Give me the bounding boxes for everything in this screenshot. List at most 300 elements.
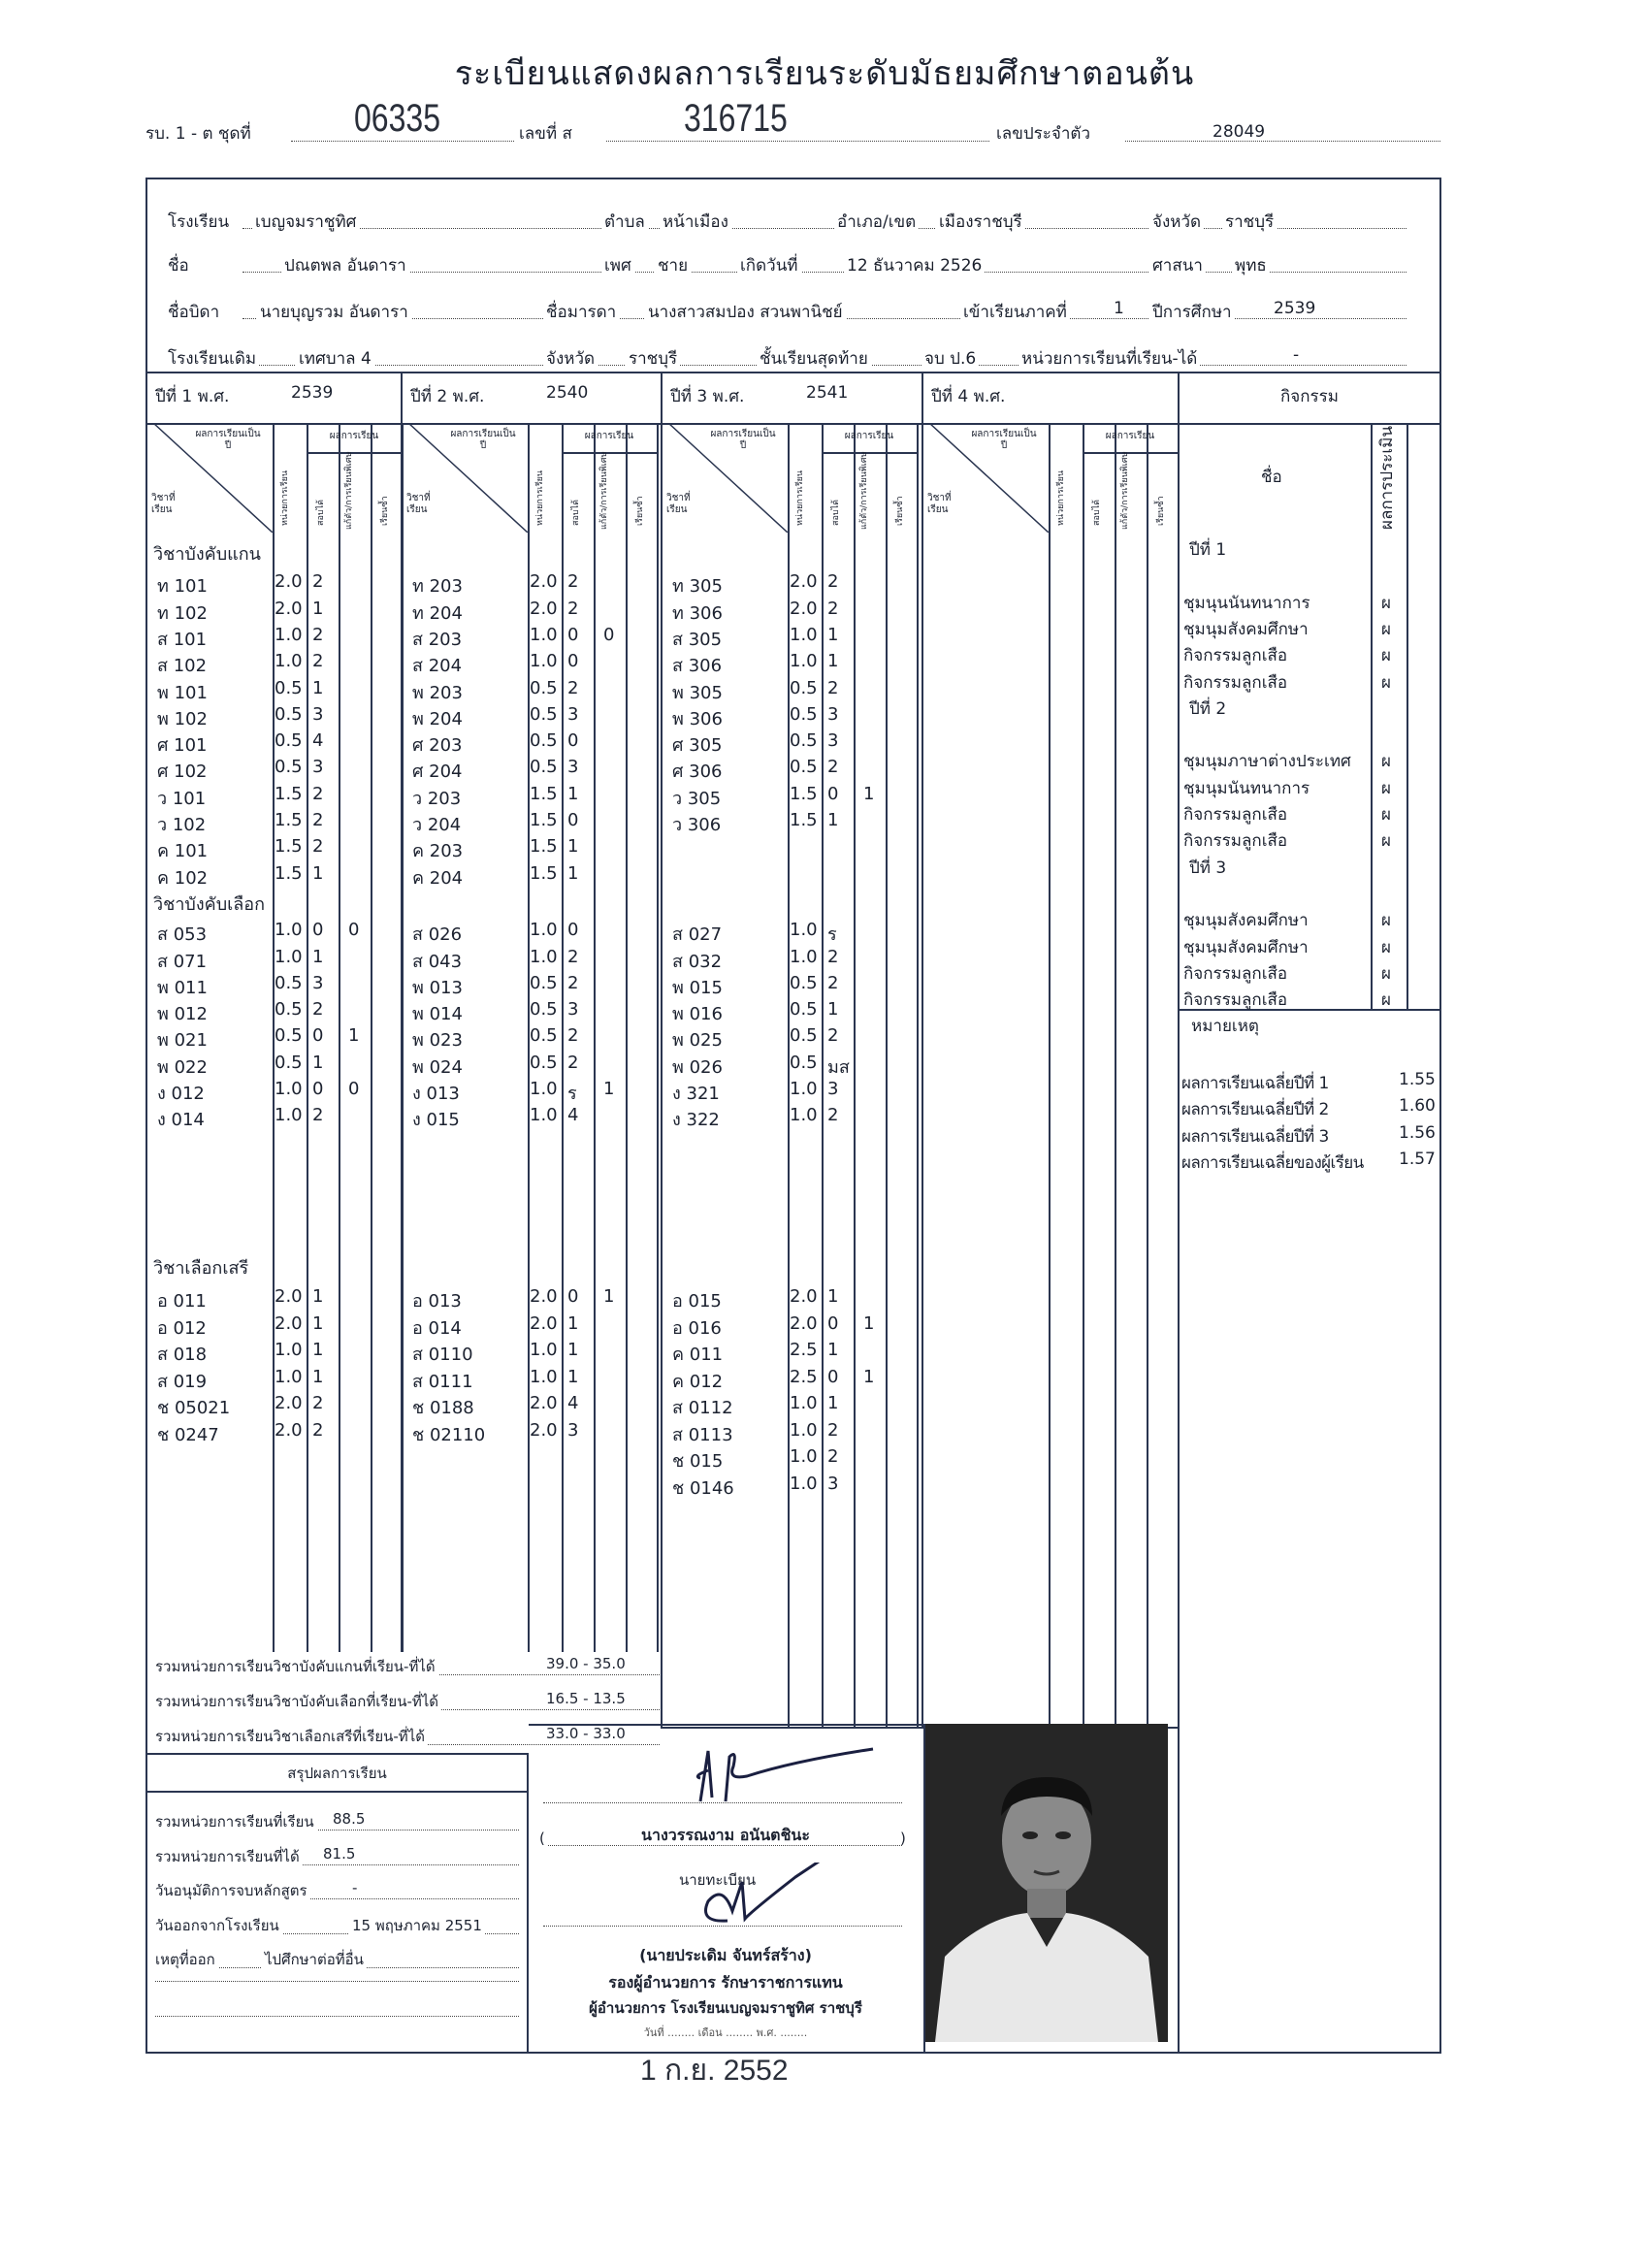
activity-result: ผ (1381, 672, 1391, 693)
summary-label: วันออกจากโรงเรียน (155, 1914, 282, 1937)
subject-code: ส 032 (672, 951, 723, 972)
dotted-line (543, 1802, 902, 1803)
info-sex-label: เพศ (601, 252, 634, 278)
director-name: (นายประเดิม จันทร์สร้าง) (639, 1946, 812, 1964)
grade-value: 3 (827, 1079, 839, 1099)
table-row (146, 1367, 402, 1392)
grade-value: 1 (827, 1393, 839, 1413)
grid-line (1406, 423, 1408, 1009)
table-row (401, 625, 657, 650)
units-value: 1.0 (790, 651, 818, 672)
total-label: รวมหน่วยการเรียนวิชาบังคับแกนที่เรียน-ที่ได้ (155, 1655, 438, 1678)
info-province: ราชบุรี (1222, 209, 1277, 235)
table-row (401, 678, 657, 703)
grade-value: 3 (567, 703, 579, 725)
grade-value: 2 (567, 972, 579, 993)
grade-value: 4 (567, 1393, 579, 1413)
average-value: 1.56 (1399, 1122, 1436, 1143)
subject-code: อ 016 (672, 1317, 722, 1339)
subject-code: ท 305 (672, 576, 723, 598)
info-subdistrict-label: ตำบล (601, 209, 648, 235)
activity-result: ผ (1381, 937, 1391, 957)
grade-value: 2 (567, 1052, 579, 1073)
table-row (401, 836, 657, 861)
info-acad-year-label: ปีการศึกษา (1149, 299, 1235, 325)
grade-value: 3 (312, 757, 324, 778)
summary-title: สรุปผลการเรียน (287, 1765, 387, 1782)
subject-code: ส 019 (157, 1371, 208, 1392)
units-value: 0.5 (275, 703, 303, 725)
grade-value: 3 (567, 757, 579, 778)
units-value: 1.0 (275, 946, 303, 967)
table-row (146, 836, 402, 861)
subject-code: พ 012 (157, 1004, 208, 1025)
subject-code: ว 102 (157, 815, 207, 835)
summary-box (146, 1753, 529, 2054)
subject-code: พ 306 (672, 708, 723, 729)
grade-value: 3 (567, 999, 579, 1021)
info-prev-province: ราชบุรี (626, 345, 680, 372)
date-labels: วันที่ ........ เดือน ........ พ.ศ. ........ (643, 2026, 808, 2039)
units-value: 1.5 (790, 783, 818, 804)
retake-value: 0 (603, 624, 615, 645)
units-value: 1.0 (275, 1105, 303, 1126)
units-value: 2.0 (275, 598, 303, 619)
units-value: 1.0 (275, 1366, 303, 1387)
grid-line (1115, 423, 1116, 1727)
table-row (661, 730, 917, 756)
units-value: 0.5 (790, 703, 818, 725)
student-photo (925, 1724, 1168, 2042)
table-row (401, 757, 657, 782)
subject-code: ส 0113 (672, 1424, 733, 1445)
info-sex: ชาย (655, 252, 691, 278)
subject-code: ศ 203 (412, 735, 463, 757)
table-row (661, 625, 917, 650)
dotted-line (543, 1926, 902, 1927)
average-value: 1.60 (1399, 1096, 1436, 1117)
units-value: 1.0 (530, 1079, 558, 1099)
average-label: ผลการเรียนเฉลี่ยปีที่ 1 (1181, 1074, 1329, 1093)
serial-number: 316715 (684, 97, 788, 140)
grid-line (657, 423, 659, 1652)
activities-title: กิจกรรม (1279, 387, 1339, 406)
subject-code: ศ 101 (157, 735, 208, 757)
grade-value: 1 (827, 624, 839, 645)
units-value: 1.0 (790, 1393, 818, 1413)
dotted-line (548, 1845, 902, 1846)
subject-code: ส 0110 (412, 1345, 473, 1365)
subject-code: ท 101 (157, 576, 208, 598)
units-value: 1.0 (790, 1446, 818, 1467)
grid-line (1049, 423, 1051, 1727)
repeat-header: เรียนซ้ำ (635, 496, 645, 526)
activity-name: กิจกรรมลูกเสือ (1183, 672, 1288, 693)
info-district: เมืองราชบุรี (936, 209, 1025, 235)
units-value: 1.0 (790, 920, 818, 941)
info-name: ปณตพล อันดารา (281, 252, 409, 278)
grid-line (1083, 452, 1178, 454)
subject-code: อ 012 (157, 1317, 207, 1339)
info-prev-school-label: โรงเรียนเดิม (165, 345, 259, 372)
dotted-line (291, 141, 514, 142)
year-value: 2540 (546, 383, 589, 403)
subject-code: พ 204 (412, 708, 463, 729)
form-label: รบ. 1 - ต ชุดที่ (146, 124, 251, 144)
table-row (661, 1446, 917, 1472)
subject-code: พ 022 (157, 1056, 208, 1078)
units-value: 1.0 (790, 1419, 818, 1441)
units-value: 1.0 (275, 624, 303, 645)
units-value: 2.0 (790, 598, 818, 619)
units-value: 0.5 (275, 1025, 303, 1047)
grid-line (1147, 423, 1148, 1727)
units-value: 1.0 (530, 624, 558, 645)
table-row (661, 947, 917, 972)
units-value: 1.0 (275, 651, 303, 672)
units-value: 0.5 (275, 730, 303, 752)
grade-value: 2 (827, 598, 839, 619)
grade-value: 2 (312, 651, 324, 672)
units-value: 0.5 (790, 730, 818, 752)
table-row (661, 1393, 917, 1418)
info-school-label: โรงเรียน (165, 209, 232, 235)
table-row (661, 973, 917, 998)
activity-result: ผ (1381, 831, 1391, 852)
units-value: 2.5 (790, 1366, 818, 1387)
grade-value: 2 (312, 571, 324, 593)
grid-line (1371, 423, 1373, 1009)
summary-value: ไปศึกษาต่อที่อื่น (262, 1948, 367, 1971)
student-id: 28049 (1212, 122, 1266, 142)
units-header: หน่วยการเรียน (1056, 470, 1066, 526)
result-year-header: ผลการเรียนเป็นปี (710, 429, 776, 451)
subject-code: ศ 204 (412, 761, 463, 783)
table-row (146, 1340, 402, 1365)
units-value: 0.5 (275, 999, 303, 1021)
table-row (661, 1474, 917, 1499)
table-row (401, 1393, 657, 1418)
units-value: 1.0 (530, 651, 558, 672)
passed-header: สอบได้ (571, 500, 581, 526)
info-province-label: จังหวัด (1149, 209, 1204, 235)
table-row (146, 1420, 402, 1445)
results-header: ผลการเรียน (329, 431, 379, 441)
retake-value: 1 (603, 1286, 615, 1307)
table-row (661, 920, 917, 945)
subject-code: อ 014 (412, 1317, 462, 1339)
results-header: ผลการเรียน (584, 431, 634, 441)
grade-value: 1 (567, 1340, 579, 1360)
result-year-header: ผลการเรียนเป็นปี (450, 429, 516, 451)
info-subdistrict: หน้าเมือง (660, 209, 731, 235)
activity-name: กิจกรรมลูกเสือ (1183, 805, 1288, 825)
info-enter-label: เข้าเรียนภาคที่ (960, 299, 1070, 325)
subject-code: พ 102 (157, 708, 208, 729)
grade-value: 2 (312, 624, 324, 645)
summary-value: - (349, 1879, 360, 1896)
activity-result: ผ (1381, 990, 1391, 1011)
units-value: 2.0 (275, 1393, 303, 1413)
info-district-label: อำเภอ/เขต (834, 209, 919, 235)
table-row (146, 730, 402, 756)
units-value: 1.0 (530, 1105, 558, 1126)
units-value: 0.5 (790, 757, 818, 778)
section-elective: วิชาบังคับเลือก (153, 894, 266, 915)
units-value: 0.5 (275, 1052, 303, 1073)
grade-value: ร (567, 1084, 577, 1104)
grade-value: 1 (312, 946, 324, 967)
units-value: 2.0 (275, 1286, 303, 1307)
registrar-name: นางวรรณงาม อนันตชินะ (641, 1826, 810, 1844)
activity-result: ผ (1381, 593, 1391, 613)
units-value: 1.0 (275, 1340, 303, 1360)
repeat-header: เรียนซ้ำ (380, 496, 390, 526)
units-value: 2.0 (530, 1312, 558, 1334)
subject-code: ส 306 (672, 656, 723, 677)
grade-value: 3 (827, 703, 839, 725)
units-value: 1.5 (275, 783, 303, 804)
units-value: 0.5 (275, 677, 303, 698)
info-school: เบญจมราชูทิศ (252, 209, 359, 235)
subject-code: ค 204 (412, 867, 464, 889)
grade-value: 2 (827, 946, 839, 967)
year-label: ปีที่ 1 พ.ศ. (155, 387, 230, 406)
subject-code: ส 053 (157, 924, 208, 946)
table-row (661, 678, 917, 703)
grade-value: 2 (827, 677, 839, 698)
grade-value: 1 (312, 1340, 324, 1360)
activity-result: ผ (1381, 911, 1391, 931)
units-value: 1.0 (530, 946, 558, 967)
units-value: 1.0 (790, 1079, 818, 1099)
grade-value: 2 (312, 1393, 324, 1413)
year-label: ปีที่ 2 พ.ศ. (410, 387, 485, 406)
info-dob-label: เกิดวันที่ (737, 252, 801, 278)
grade-value: 3 (312, 972, 324, 993)
subject-code: ง 013 (412, 1084, 460, 1104)
grade-value: 1 (312, 1312, 324, 1334)
subject-code: ท 306 (672, 602, 723, 624)
year-value: 2541 (806, 383, 849, 403)
table-row (146, 1053, 402, 1078)
grade-value: 0 (567, 810, 579, 830)
table-row (401, 810, 657, 835)
table-row (401, 1420, 657, 1445)
section-core: วิชาบังคับแกน (153, 544, 261, 565)
dotted-line (1125, 141, 1440, 142)
director-title-2: ผู้อำนวยการ โรงเรียนเบญจมราชูทิศ ราชบุรี (589, 1999, 862, 2017)
grade-value: 2 (827, 1419, 839, 1441)
grade-value: 1 (567, 1312, 579, 1334)
grade-value: 1 (312, 598, 324, 619)
retake-header: แก้ตัว/การเรียนพิเศษ (1120, 451, 1130, 530)
info-prev-province-label: จังหวัด (543, 345, 598, 372)
grade-value: 2 (827, 1105, 839, 1126)
retake-header: แก้ตัว/การเรียนพิเศษ (599, 451, 609, 530)
table-row (146, 678, 402, 703)
table-row (401, 1025, 657, 1051)
subject-code: ส 043 (412, 951, 463, 972)
subject-code: พ 101 (157, 682, 208, 703)
grade-value: 1 (567, 836, 579, 858)
grade-value: 1 (312, 677, 324, 698)
section-free: วิชาเลือกเสรี (153, 1258, 249, 1279)
table-row (401, 704, 657, 729)
activity-name-header: ชื่อ (1261, 468, 1282, 487)
info-father: นายบุญรวม อันดารา (257, 299, 411, 325)
units-value: 2.0 (530, 1286, 558, 1307)
subject-code: ส 102 (157, 656, 208, 677)
table-row (146, 1393, 402, 1418)
units-header: หน่วยการเรียน (280, 470, 290, 526)
subject-code: ส 204 (412, 656, 463, 677)
subject-code: ช 05021 (157, 1398, 231, 1418)
table-row (401, 784, 657, 809)
activity-result-header: ผลการประเมิน (1377, 425, 1397, 530)
retake-value: 1 (863, 1366, 875, 1387)
subject-code: พ 016 (672, 1004, 723, 1025)
table-row (401, 863, 657, 889)
result-year-header: ผลการเรียนเป็นปี (195, 429, 261, 451)
subject-code: ค 203 (412, 841, 464, 862)
units-value: 0.5 (530, 1052, 558, 1073)
grade-value: ร (827, 924, 837, 946)
units-value: 2.0 (790, 571, 818, 593)
table-row (661, 571, 917, 597)
subject-code: ช 0146 (672, 1477, 734, 1499)
subject-code: ช 0188 (412, 1398, 474, 1418)
subject-code: พ 013 (412, 977, 463, 998)
activity-name: ชุมนุมภาษาต่างประเทศ (1183, 752, 1351, 772)
activity-name: กิจกรรมลูกเสือ (1183, 963, 1288, 984)
info-prev-school: เทศบาล 4 (296, 345, 374, 372)
grid-line (822, 452, 917, 454)
summary-label: รวมหน่วยการเรียนที่ได้ (155, 1845, 303, 1868)
info-mother-label: ชื่อมารดา (543, 299, 619, 325)
activity-result: ผ (1381, 805, 1391, 825)
total-label: รวมหน่วยการเรียนวิชาบังคับเลือกที่เรียน-ที่ได้ (155, 1690, 441, 1713)
units-value: 2.0 (790, 1312, 818, 1334)
grade-value: 2 (827, 1025, 839, 1047)
retake-value: 0 (348, 1079, 360, 1099)
passed-header: สอบได้ (1092, 500, 1102, 526)
units-value: 2.0 (530, 598, 558, 619)
info-religion-label: ศาสนา (1149, 252, 1206, 278)
units-value: 2.0 (530, 1393, 558, 1413)
grade-value: 1 (567, 862, 579, 884)
table-row (401, 1367, 657, 1392)
director-signature (679, 1863, 873, 1930)
summary-value: 81.5 (320, 1845, 358, 1863)
units-value: 1.5 (275, 810, 303, 830)
units-value: 1.5 (530, 783, 558, 804)
results-header: ผลการเรียน (844, 431, 894, 441)
student-id-label: เลขประจำตัว (996, 124, 1090, 144)
grade-value: 0 (567, 920, 579, 941)
table-row (661, 1367, 917, 1392)
table-row (661, 757, 917, 782)
average-value: 1.57 (1399, 1149, 1436, 1169)
year-value: 2539 (291, 383, 334, 403)
grade-value: 0 (827, 783, 839, 804)
grade-value: 2 (827, 972, 839, 993)
info-mother: นางสาวสมปอง สวนพานิชย์ (645, 299, 846, 325)
grade-value: 1 (567, 783, 579, 804)
grade-value: 0 (312, 1079, 324, 1099)
retake-value: 1 (863, 783, 875, 804)
retake-value: 0 (348, 920, 360, 941)
subject-code: อ 013 (412, 1291, 462, 1312)
table-row (146, 863, 402, 889)
summary-label: รวมหน่วยการเรียนที่เรียน (155, 1810, 317, 1833)
grid-line (1178, 372, 1180, 2054)
subject-code: ง 322 (672, 1110, 720, 1131)
subject-code: ง 012 (157, 1084, 205, 1104)
remarks-label: หมายเหตุ (1191, 1017, 1259, 1036)
summary-label: เหตุที่ออก (155, 1948, 218, 1971)
activity-year-label: ปีที่ 1 (1189, 540, 1227, 560)
units-value: 0.5 (530, 677, 558, 698)
total-value: 16.5 - 13.5 (543, 1690, 629, 1707)
retake-value: 1 (863, 1312, 875, 1334)
average-value: 1.55 (1399, 1070, 1436, 1089)
subject-code: พ 014 (412, 1004, 463, 1025)
grade-value: 2 (312, 999, 324, 1021)
subject-header: วิชาที่เรียน (666, 493, 691, 515)
units-value: 0.5 (530, 999, 558, 1021)
units-value: 2.5 (790, 1340, 818, 1360)
dotted-line (155, 1981, 519, 1982)
subject-code: พ 305 (672, 682, 723, 703)
grade-value: 2 (827, 757, 839, 778)
year-label: ปีที่ 4 พ.ศ. (931, 387, 1006, 406)
grade-value: 3 (567, 1419, 579, 1441)
subject-code: ท 203 (412, 576, 463, 598)
table-row (401, 1340, 657, 1365)
subject-code: พ 015 (672, 977, 723, 998)
table-row (146, 810, 402, 835)
grade-value: 1 (312, 1052, 324, 1073)
total-label: รวมหน่วยการเรียนวิชาเลือกเสรีที่เรียน-ที่ได้ (155, 1725, 428, 1748)
table-row (401, 920, 657, 945)
table-row (661, 651, 917, 676)
subject-header: วิชาที่เรียน (927, 493, 952, 515)
table-row (401, 1105, 657, 1130)
grade-value: 1 (827, 1286, 839, 1307)
grade-value: 1 (827, 651, 839, 672)
activity-result: ผ (1381, 646, 1391, 666)
table-row (146, 973, 402, 998)
summary-value: 15 พฤษภาคม 2551 (349, 1914, 485, 1937)
units-value: 1.5 (530, 810, 558, 830)
units-value: 1.5 (275, 862, 303, 884)
subject-code: ง 015 (412, 1110, 460, 1131)
grade-value: 0 (827, 1312, 839, 1334)
document-title: ระเบียนแสดงผลการเรียนระดับมัธยมศึกษาตอนต้น (454, 54, 1195, 93)
table-row (146, 704, 402, 729)
activity-name: ชุมนุมสังคมศึกษา (1183, 619, 1309, 639)
units-value: 0.5 (530, 730, 558, 752)
subject-code: ส 203 (412, 629, 463, 650)
units-value: 0.5 (530, 1025, 558, 1047)
table-row (401, 1053, 657, 1078)
grade-value: 2 (567, 677, 579, 698)
table-row (661, 1313, 917, 1339)
table-row (401, 1079, 657, 1104)
grade-value: 0 (567, 651, 579, 672)
subject-code: พ 021 (157, 1030, 208, 1052)
